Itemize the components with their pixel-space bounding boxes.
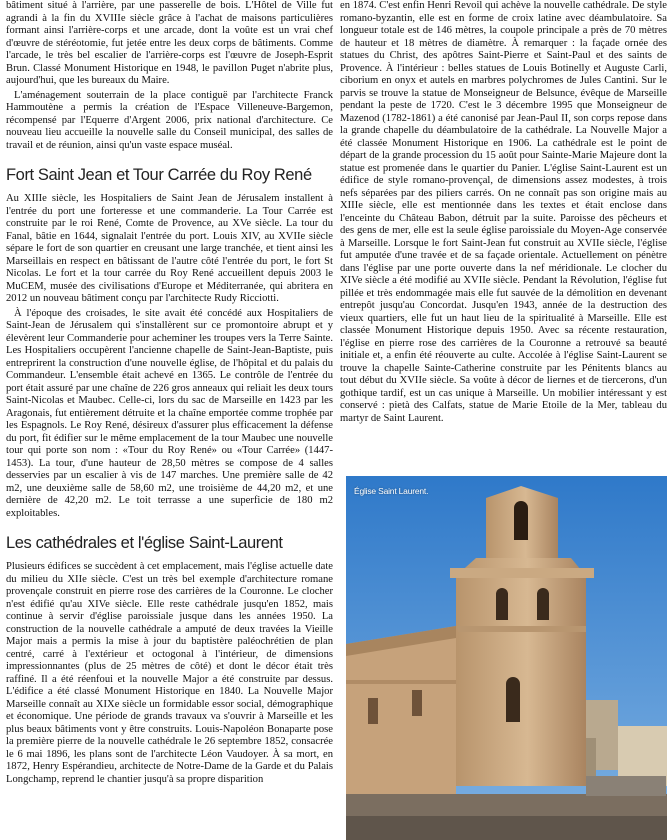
left-column xyxy=(6,0,333,788)
fort-paragraph-1: Au XIIIe siècle, les Hospitaliers de Saint Jean de Jérusalem installent à l'entrée du port une forteresse et une commanderie. La Tour Carrée est construite par le roi René, Comte de Provence, au XVe siècle. La tour du Fanal, bâtie en 1644, signalait l'entrée du port. Louis XIV, au XVIIe siècle sépare le fort de son quartier en creusant une large tranchée, et tient ainsi les Marseillais en respect en bâtissant de l'autre côté l'entrée du port, le fort St Nicolas. Le fort et la tour carrée du Roy René accueillent depuis 2003 le MuCEM, musée des civilisations d'Europe et Méditerranée, qui abritera en 2012 un nouveau bâtiment conçu par l'architecte Rudy Ricciotti. xyxy=(6,193,333,304)
church-illustration xyxy=(346,476,667,840)
intro-paragraph-2: L'aménagement souterrain de la place contiguë par l'architecte Franck Hammoutène a permis la création de l'Espace Villeneuve-Bargemon, récompensé par l'Equerre d'Argent 2006, prix national d'architecture. Ce nouveau lieu accueille la nouvelle salle du Conseil municipal, des salles de travail et de réunion, ainsi qu'un vaste espace muséal. xyxy=(6,89,333,151)
section-heading-cathedrales: Les cathédrales et l'église Saint-Laurent xyxy=(6,534,283,552)
intro-paragraph-1: bâtiment situé à l'arrière, par une passerelle de bois. L'Hôtel de Ville fut agrandi à la fin du XVIIIe siècle grâce à l'achat de maisons particulières formant ainsi l'arrière-corps et une arcade, dont la voûte est un vrai chef d'œuvre de stéréotomie, fut jetée entre les deux corps de bâtiments. Comme l'arcade, le très bel escalier de l'arrière-corps est l'œuvre de Joseph-Esprit Brun. Classé Monument Historique en 1948, le pavillon Puget n'abrite plus, aujourd'hui, que les bureaux du Maire. xyxy=(6,0,333,86)
section-heading-fort-saint-jean: Fort Saint Jean et Tour Carrée du Roy René xyxy=(6,166,312,184)
right-column xyxy=(340,0,667,427)
church-photo xyxy=(346,476,667,840)
cathedrales-paragraph-1: Plusieurs édifices se succèdent à cet emplacement, mais l'église actuelle date du milieu du XIIe siècle. C'est un très bel exemple d'architecture romane provençale construit en pierre rose des carrières de la Couronne. Le clocher n'est édifié qu'au XIVe siècle. Elle reste cathédrale jusqu'en 1852, mais continue à servir d'église paroissiale jusque dans les années 1950. La construction de la nouvelle cathédrale a amputé de deux travées la Vieille Major mais a permis la mise à jour du baptistère paléochrétien de plan centré, carré à l'extérieur et octogonal à l'intérieur, de dimensions impressionnantes (plus de 25 mètres de côté) et dont le décor était très raffiné. Il a été réenfoui et la nouvelle Major a été construite par dessus. L'édifice a été classé Monument Historique en 1840. La Nouvelle Major Marseille connaît au XIXe siècle un formidable essor social, démographique et économique. Une période de grands travaux va s'ouvrir à Marseille et les plus beaux bâtiments vont y être construits. Louis-Napoléon Bonaparte pose la première pierre de la nouvelle cathédrale le 26 septembre 1852, consacrée le 6 mai 1896, les plans sont de l'architecte Léon Vaudoyer. À sa mort, en 1872, Henry Espérandieu, architecte de Notre-Dame de la Garde et du Palais Longchamp, reprend le chantier jusqu'à sa propre disparition xyxy=(6,561,333,785)
right-paragraph-1: en 1874. C'est enfin Henri Revoil qui achève la nouvelle cathédrale. De style romano-byzantin, elle est en forme de croix latine avec déambulatoire. Sa longueur totale est de 146 mètres, la coupole principale a près de 70 mètres de hauteur et 18 mètres de diamètre. À remarquer : la façade ornée des statues du Christ, des apôtres Saint-Pierre et Saint-Paul et des saints de Provence. À l'intérieur : belles statues de Louis Botinelly et Auguste Carli, ciborium en onyx et autels en marbres polychromes de Jules Cantini. Sur le parvis se trouve la statue de Monseigneur de Belsunce, évêque de Marseille pendant la peste de 1720. C'est le 3 décembre 1995 que Monseigneur de Mazenod (1782-1861) a été canonisé par Jean-Paul II, son corps repose dans la grande chapelle du déambulatoire de la cathédrale. La Nouvelle Major a été classée Monument Historique en 1906. La cathédrale est le point de départ de la grande procession du 15 août pour Sainte-Marie Majeure dont la statue est promenée dans le quartier du Panier. L'église Saint-Laurent est un édifice de style romano-provençal, de dimensions assez modestes, à trois nefs séparées par des piliers carrés. On ne connaît pas son origine mais au XIIIe siècle, elle est mentionnée dans les textes et était enclose dans l'enceinte du Château Babon, détruit par la suite. Paroisse des pêcheurs et des gens de mer, elle est la seule église paroissiale du Moyen-Age conservée à Marseille. Lorsque le fort Saint-Jean fut construit au XVIIe siècle, l'église fut amputée d'une travée et de sa façade orientale. Actuellement on pénètre dans l'église par une porte ouverte dans la nef méridionale. Le clocher du XIVe siècle a été modifié au XVIIe siècle. Pendant la Révolution, l'église fut pillée et très endommagée mais elle fut sauvée de la démolition en devenant entrepôt jusqu'au Concordat. Jusqu'en 1943, année de la destruction des vieux quartiers, elle fut un haut lieu de la spiritualité à Marseille. Elle est classée Monument Historique depuis 1950. Avec sa récente restauration, l'église en pierre rose des carrières de la Couronne a retrouvé sa beauté initiale et, a enfin été réouverte au culte. Accolée à l'église Saint-Laurent se trouve la chapelle Sainte-Catherine construite par les Pénitents blancs au tout début du XVIIe siècle. Sa voûte à décor de liernes et de tiercerons, d'un gothique tardif, est un cas unique à Marseille. Un mobilier intéressant y est conservé : pietà des Calfats, statue de Marie Etoile de la Mer, tableau du martyr de Saint Laurent. xyxy=(340,0,667,424)
photo-caption: Église Saint Laurent. xyxy=(354,486,429,496)
fort-paragraph-2: À l'époque des croisades, le site avait été concédé aux Hospitaliers de Saint-Jean de Jérusalem qui s'installèrent sur ce promontoire abrupt et y élevèrent leur Commanderie pour acheminer les troupes vers la Terre Sainte. Les Hospitaliers occupèrent l'ancienne chapelle de Saint-Jean-Baptiste, puis entreprirent la construction d'une nouvelle église, de l'hôpital et du palais du Commandeur. L'ensemble était achevé en 1365. Le contrôle de l'entrée du port était assuré par une chaîne de 226 gros anneaux qui reliait les deux tours Saint-Nicolas et Maubec. Celle-ci, lors du sac de Marseille en 1423 par les Aragonais, fut entièrement détruite et la chaîne emportée comme trophée par les Espagnols. Le Roy René, désireux d'assurer plus efficacement la défense du port, fit édifier sur le même emplacement de la tour Maubec une nouvelle tour qui porte son nom : «Tour du Roy René» ou «Tour Carrée» (1447-1453). La tour, d'une hauteur de 28,50 mètres se compose de 4 salles desservies par un escalier à vis de 147 marches. Une première salle de 42 m2, une deuxième salle de 58,60 m2, une troisième de 44,20 m2, et une dernière de 42,20 m2. Le toit terrasse a une superficie de 180 m2 exploitables. xyxy=(6,307,333,519)
